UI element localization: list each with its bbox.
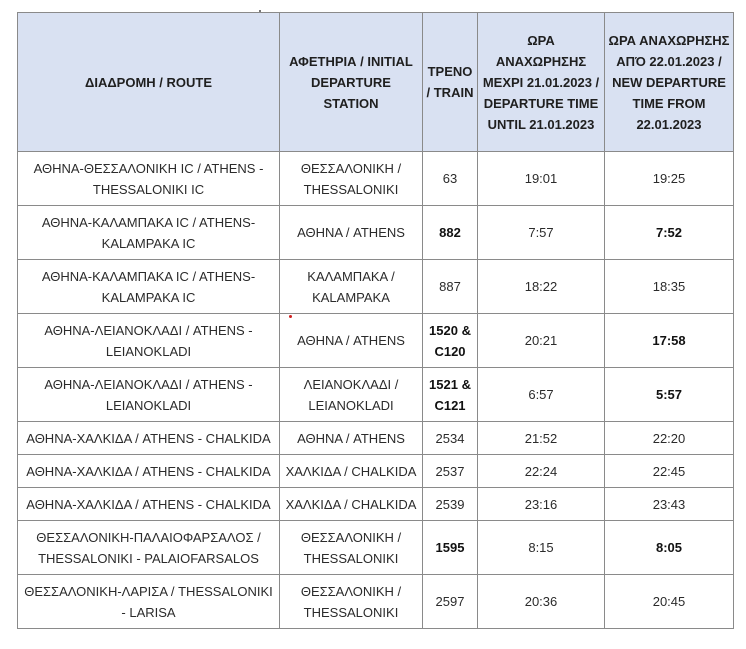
route-cell: ΑΘΗΝΑ-ΘΕΣΣΑΛΟΝΙΚΗ IC / ATHENS - THESSALONIKI IC <box>18 152 280 206</box>
header-station: ΑΦΕΤΗΡΙΑ / INITIAL DEPARTURE STATION <box>280 13 423 152</box>
header-row <box>18 13 734 152</box>
old-time-cell: 23:16 <box>478 488 605 521</box>
station-cell: ΑΘΗΝΑ / ATHENS <box>280 206 423 260</box>
header-route: ΔΙΑΔΡΟΜΗ / ROUTE <box>18 13 280 152</box>
old-time-cell: 7:57 <box>478 206 605 260</box>
new-time-cell: 19:25 <box>605 152 734 206</box>
station-cell: ΚΑΛΑΜΠΑΚΑ / KALAMPAKA <box>280 260 423 314</box>
station-cell: ΧΑΛΚΙΔΑ / CHALKIDA <box>280 455 423 488</box>
route-cell: ΑΘΗΝΑ-ΚΑΛΑΜΠΑΚΑ IC / ATHENS-KALAMPAKA IC <box>18 206 280 260</box>
old-time-cell: 18:22 <box>478 260 605 314</box>
station-cell: ΘΕΣΣΑΛΟΝΙΚΗ / THESSALONIKI <box>280 575 423 629</box>
old-time-cell: 19:01 <box>478 152 605 206</box>
route-cell: ΘΕΣΣΑΛΟΝΙΚΗ-ΠΑΛΑΙΟΦΑΡΣΑΛΟΣ / THESSALONIKI - PALAIOFARSALOS <box>18 521 280 575</box>
table-row <box>18 260 734 314</box>
table-row <box>18 488 734 521</box>
schedule-table-container <box>17 12 733 629</box>
header-train: ΤΡΕΝΟ / TRAIN <box>423 13 478 152</box>
old-time-cell: 21:52 <box>478 422 605 455</box>
train-cell: 2539 <box>423 488 478 521</box>
new-time-cell: 5:57 <box>605 368 734 422</box>
route-cell: ΑΘΗΝΑ-ΧΑΛΚΙΔΑ / ATHENS - CHALKIDA <box>18 488 280 521</box>
route-cell: ΑΘΗΝΑ-ΚΑΛΑΜΠΑΚΑ IC / ATHENS-KALAMPAKA IC <box>18 260 280 314</box>
table-row <box>18 422 734 455</box>
route-cell: ΑΘΗΝΑ-ΛΕΙΑΝΟΚΛΑΔΙ / ATHENS - LEIANOKLADI <box>18 314 280 368</box>
old-time-cell: 20:21 <box>478 314 605 368</box>
new-time-cell: 20:45 <box>605 575 734 629</box>
station-cell: ΑΘΗΝΑ / ATHENS <box>280 422 423 455</box>
station-cell: ΛΕΙΑΝΟΚΛΑΔΙ / LEIANOKLADI <box>280 368 423 422</box>
stray-red-dot <box>289 315 292 318</box>
old-time-cell: 20:36 <box>478 575 605 629</box>
table-row <box>18 455 734 488</box>
old-time-cell: 8:15 <box>478 521 605 575</box>
route-cell: ΑΘΗΝΑ-ΧΑΛΚΙΔΑ / ATHENS - CHALKIDA <box>18 455 280 488</box>
header-old-time: ΩΡΑ ΑΝΑΧΩΡΗΣΗΣ ΜΕΧΡΙ 21.01.2023 / DEPARTURE TIME UNTIL 21.01.2023 <box>478 13 605 152</box>
train-cell: 1595 <box>423 521 478 575</box>
new-time-cell: 17:58 <box>605 314 734 368</box>
new-time-cell: 23:43 <box>605 488 734 521</box>
old-time-cell: 22:24 <box>478 455 605 488</box>
new-time-cell: 7:52 <box>605 206 734 260</box>
station-cell: ΧΑΛΚΙΔΑ / CHALKIDA <box>280 488 423 521</box>
station-cell: ΘΕΣΣΑΛΟΝΙΚΗ / THESSALONIKI <box>280 521 423 575</box>
station-cell: ΑΘΗΝΑ / ATHENS <box>280 314 423 368</box>
new-time-cell: 8:05 <box>605 521 734 575</box>
route-cell: ΑΘΗΝΑ-ΧΑΛΚΙΔΑ / ATHENS - CHALKIDA <box>18 422 280 455</box>
old-time-cell: 6:57 <box>478 368 605 422</box>
train-cell: 2534 <box>423 422 478 455</box>
table-row <box>18 152 734 206</box>
new-time-cell: 22:45 <box>605 455 734 488</box>
table-row <box>18 206 734 260</box>
table-row <box>18 314 734 368</box>
table-row <box>18 575 734 629</box>
train-cell: 882 <box>423 206 478 260</box>
train-cell: 1520 & C120 <box>423 314 478 368</box>
new-time-cell: 18:35 <box>605 260 734 314</box>
schedule-changes-table <box>17 12 734 629</box>
train-cell: 2537 <box>423 455 478 488</box>
table-row <box>18 521 734 575</box>
train-cell: 1521 & C121 <box>423 368 478 422</box>
route-cell: ΘΕΣΣΑΛΟΝΙΚΗ-ΛΑΡΙΣΑ / THESSALONIKI - LARISA <box>18 575 280 629</box>
train-cell: 2597 <box>423 575 478 629</box>
train-cell: 63 <box>423 152 478 206</box>
header-new-time: ΩΡΑ ΑΝΑΧΩΡΗΣΗΣ ΑΠΌ 22.01.2023 / NEW DEPARTURE TIME FROM 22.01.2023 <box>605 13 734 152</box>
train-cell: 887 <box>423 260 478 314</box>
new-time-cell: 22:20 <box>605 422 734 455</box>
table-row <box>18 368 734 422</box>
route-cell: ΑΘΗΝΑ-ΛΕΙΑΝΟΚΛΑΔΙ / ATHENS - LEIANOKLADI <box>18 368 280 422</box>
station-cell: ΘΕΣΣΑΛΟΝΙΚΗ / THESSALONIKI <box>280 152 423 206</box>
